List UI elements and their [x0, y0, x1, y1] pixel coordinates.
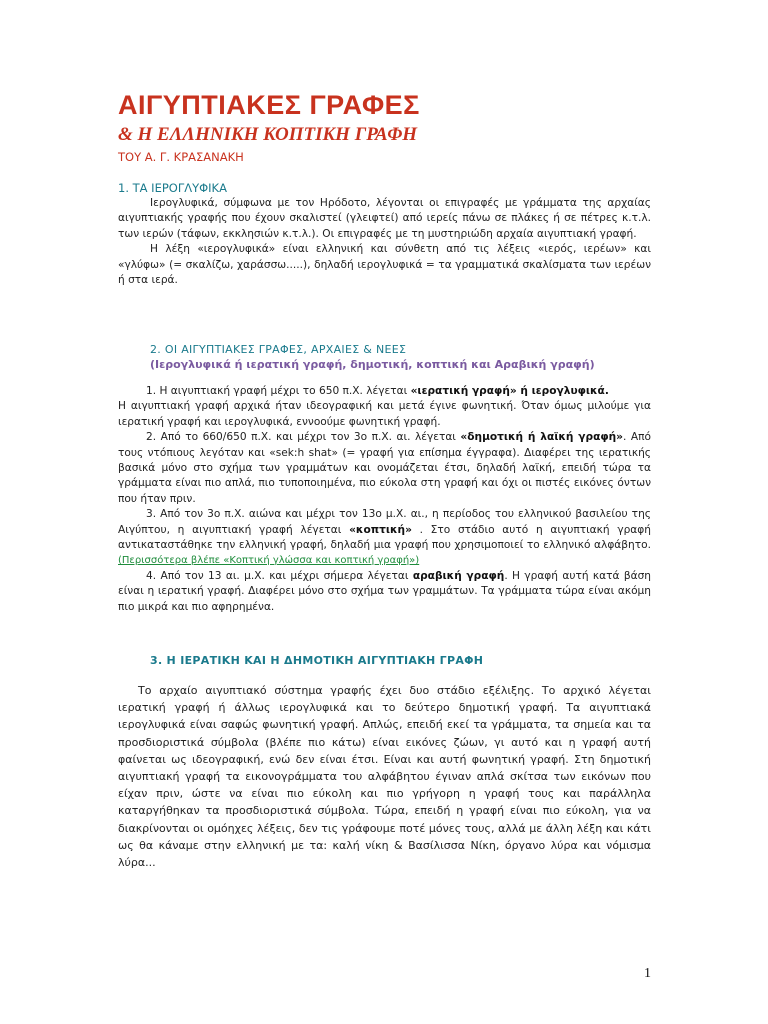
item-1-bold: «ιερατική γραφή» ή ιερογλυφικά.	[410, 385, 609, 397]
section-2-item-3	[118, 507, 651, 569]
section-2-subheading: (Ιερογλυφικά ή ιερατική γραφή, δημοτική, κοπτική και Αραβική γραφή)	[150, 358, 595, 371]
item-1-text: 1. Η αιγυπτιακή γραφή μέχρι το 650 π.Χ. λέγεται	[146, 385, 411, 397]
section-1-paragraph-2: Η λέξη «ιερογλυφικά» είναι ελληνική και σύνθετη από τις λέξεις «ιερός, ιερέων» και «γλύφω» (= σκαλίζω, χαράσσω.....), δηλαδή ιερογλυφικά = τα γραμματικά σκαλίσματα των ιερέων ή στα ιερά.	[118, 243, 651, 287]
section-1-body	[118, 196, 651, 288]
section-2-heading: 2. ΟΙ ΑΙΓΥΠΤΙΑΚΕΣ ΓΡΑΦΕΣ, ΑΡΧΑΙΕΣ & ΝΕΕΣ	[150, 343, 407, 356]
item-2-bold: «δημοτική ή λαϊκή γραφή»	[460, 431, 624, 444]
section-2-item-1	[118, 384, 651, 399]
section-2-item-4	[118, 569, 651, 615]
page-number: 1	[644, 966, 651, 981]
section-1-heading: 1. ΤΑ ΙΕΡΟΓΛΥΦΙΚΑ	[118, 181, 227, 195]
section-1-paragraph-1: Ιερογλυφικά, σύμφωνα με τον Ηρόδοτο, λέγονται οι επιγραφές με γράμματα της αρχαίας αιγυπτιακής γραφής που έχουν σκαλιστεί (γλειφτεί) από ιερείς πάνω σε πλάκες ή σε πέτρες κ.τ.λ. των ιερών (τάφων, εκκλησιών κ.τ.λ.). Οι επιγραφές με τη μυστηριώδη αρχαία αιγυπτιακή γραφή.	[118, 197, 651, 240]
document-subtitle: & Η ΕΛΛΗΝΙΚΗ ΚΟΠΤΙΚΗ ΓΡΑΦΗ	[118, 124, 418, 145]
coptic-link[interactable]: (Περισσότερα βλέπε «Κοπτική γλώσσα και κοπτική γραφή»)	[118, 555, 420, 567]
author-line: ΤΟΥ Α. Γ. ΚΡΑΣΑΝΑΚΗ	[118, 150, 244, 164]
document-title: ΑΙΓΥΠΤΙΑΚΕΣ ΓΡΑΦΕΣ	[118, 90, 420, 120]
item-3-text: 3. Από τον 3ο π.Χ. αιώνα και μέχρι τον 13ο μ.Χ. αι., η περίοδος του ελληνικού βασιλείου της Αιγύπτου, η αιγυπτιακή γραφή λέγεται	[118, 508, 651, 536]
item-4-bold: αραβική γραφή	[412, 569, 505, 582]
section-3-heading: 3. Η ΙΕΡΑΤΙΚΗ ΚΑΙ Η ΔΗΜΟΤΙΚΗ ΑΙΓΥΠΤΙΑΚΗ ΓΡΑΦΗ	[150, 654, 484, 667]
section-3-body	[118, 682, 651, 871]
item-4-rest: . Η γραφή αυτή κατά βάση είναι η ιερατική γραφή. Διαφέρει μόνο στο σχήμα των γραμμάτων. Τα γράμματα τώρα είναι ακόμη πιο μικρά και πιο αφηρημένα.	[118, 569, 652, 613]
item-4-text: 4. Από τον 13 αι. μ.Χ. και μέχρι σήμερα λέγεται	[146, 569, 413, 582]
item-3-bold: «κοπτική»	[349, 523, 412, 536]
item-3-rest: . Στο στάδιο αυτό η αιγυπτιακή γραφή αντικαταστάθηκε την ελληνική γραφή, δηλαδή μια γραφή που χρησιμοποιεί το ελληνικό αλφάβητο.	[118, 523, 651, 552]
item-2-rest: . Από τους ντόπιους λεγόταν και «sek:h shat» (= γραφή για επίσημα έγγραφα). Διαφέρει της ιερατικής βασικά μόνο στο σχήμα των γραμμάτων και ονομάζεται έτσι, δηλαδή λαϊκή, επειδή τώρα τα γράμματα είναι πιο απλά, πιο τυποποιημένα, πιο εύκολα στη γραφή και όχι οι πιστές εικόνες όντων που ήταν πριν.	[118, 431, 652, 505]
section-2-body	[118, 384, 651, 615]
section-3-paragraph: Το αρχαίο αιγυπτιακό σύστημα γραφής έχει δυο στάδιο εξέλιξης. Το αρχικό λέγεται ιερατική γραφή ή άλλως ιερογλυφικά και το δεύτερο δημοτική γραφή. Τα αιγυπτιακά ιερογλυφικά είναι σαφώς φωνητική γραφή. Απλώς, επειδή εκεί τα γράμματα, τα σημεία και τα προσδιοριστικά σύμβολα (βλέπε πιο κάτω) είναι εικόνες ζώων, γι αυτό και η γραφή αυτή φαίνεται ως ιδεογραφική, ενώ δεν είναι έτσι. Είναι και αυτή φωνητική γραφή. Στη δημοτική αιγυπτιακή γραφή τα εικονογράμματα του αλφάβητου έγιναν απλά σκίτσα των εικόνων που είχαν πριν, ώστε να είναι πιο εύκολη και πιο γρήγορη η γραφή τους και παράλληλα καταργήθηκαν τα προσδιοριστικά σύμβολα. Τώρα, επειδή η γραφή είναι πιο εύκολη, για να διακρίνονται οι ομόηχες λέξεις, δεν τις γράφουμε ποτέ μόνες τους, αλλά με άλλη λέξη και κάτι ως θα κάναμε στην ελληνική με τα: καλή νίκη & Βασίλισσα Νίκη, όργανο λύρα και νόμισμα λύρα...	[118, 684, 651, 870]
section-2-item-1-continuation: Η αιγυπτιακή γραφή αρχικά ήταν ιδεογραφική και μετά έγινε φωνητική. Όταν όμως μιλούμε για ιερατική γραφή και ιερογλυφικά, εννοούμε φωνητική γραφή.	[118, 400, 651, 428]
item-2-text: 2. Από το 660/650 π.Χ. και μέχρι τον 3ο π.Χ. αι. λέγεται	[146, 431, 461, 444]
section-2-item-2	[118, 430, 651, 507]
